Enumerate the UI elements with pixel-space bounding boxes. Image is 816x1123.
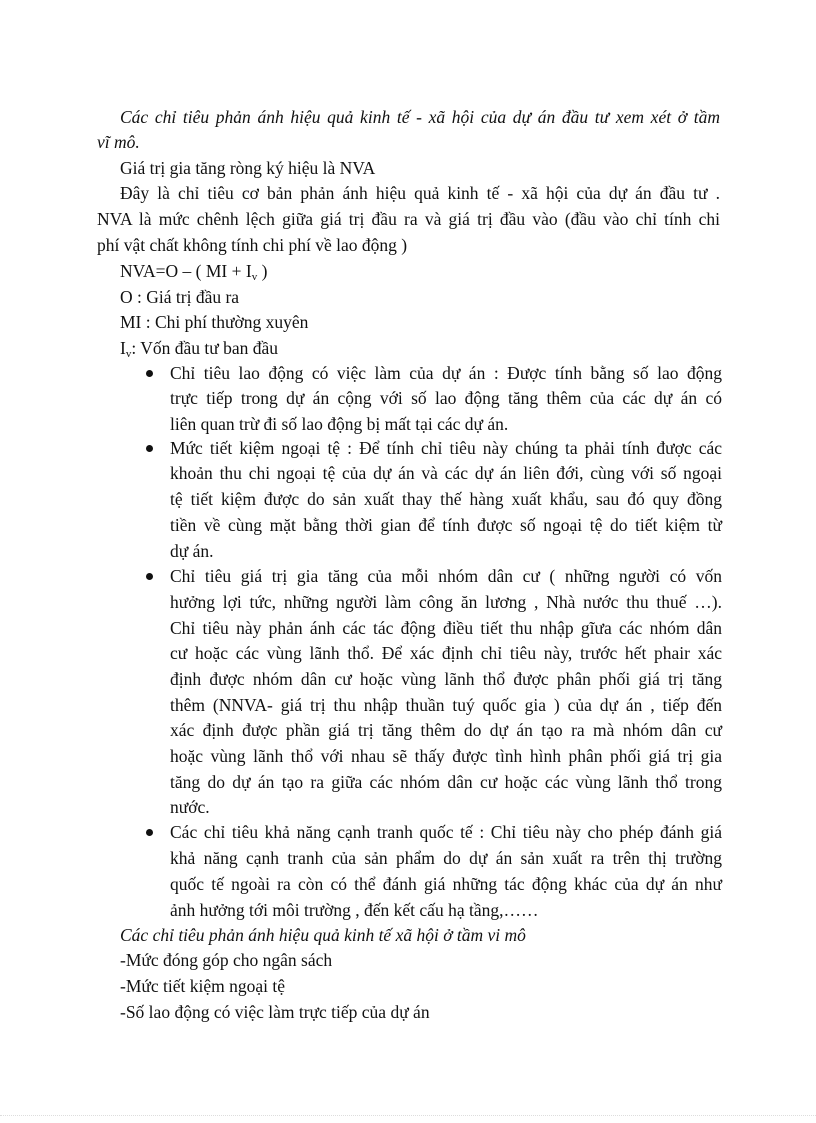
bullet-2-line-5: dự án.	[170, 541, 214, 561]
bullet-2-line-2: khoản thu chi ngoại tệ của dự án và các dự án liên đới, cùng với số ngoại	[170, 463, 722, 483]
micro-heading: Các chỉ tiêu phản ánh hiệu quả kinh tế xã hội ở tầm vi mô	[120, 925, 526, 945]
definition-mi: MI : Chi phí thường xuyên	[120, 312, 309, 332]
bullet-3-line-9: tăng do dự án tạo ra giữa các nhóm dân cư hoặc các vùng lãnh thổ trong	[170, 772, 722, 792]
bullet-4-line-2: khả năng cạnh tranh của sản phẩm do dự án sản xuất ra trên thị trường	[170, 848, 722, 868]
nva-paragraph-line-2: NVA là mức chênh lệch giữa giá trị đầu ra và giá trị đầu vào (đầu vào chỉ tính chi	[97, 209, 720, 229]
iv-rest: : Vốn đầu tư ban đầu	[131, 338, 279, 358]
bullet-marker	[146, 445, 153, 452]
iv-sub: v	[125, 348, 132, 360]
bullet-4-line-3: quốc tế ngoài ra còn có thể đánh giá những tác động khác của dự án như	[170, 874, 722, 894]
bullet-3-line-5: định được nhóm dân cư hoặc vùng lãnh thổ được phân phối giá trị tăng	[170, 669, 722, 689]
nva-paragraph-line-3: phí vật chất không tính chi phí về lao động )	[97, 235, 408, 255]
nva-paragraph-line-1: Đây là chỉ tiêu cơ bản phản ánh hiệu quả kinh tế - xã hội của dự án đầu tư .	[120, 183, 720, 203]
bullet-3-line-3: Chỉ tiêu này phản ánh các tác động điều tiết thu nhập gĩưa các nhóm dân	[170, 618, 722, 638]
section-heading-line-2: vĩ mô.	[97, 132, 140, 152]
bullet-3-line-2: hưởng lợi tức, những người làm công ăn lương , Nhà nước thu thuế …).	[170, 592, 722, 612]
formula-sub: v	[251, 271, 258, 283]
definition-o: O : Giá trị đầu ra	[120, 287, 240, 307]
definition-iv	[120, 337, 278, 359]
nva-title: Giá trị gia tăng ròng ký hiệu là NVA	[120, 158, 376, 178]
iv-main: I	[120, 338, 126, 358]
bullet-marker	[146, 370, 153, 377]
nva-formula	[120, 260, 267, 282]
bullet-3-line-7: xác định được phần giá trị tăng thêm do dự án tạo ra mà nhóm dân cư	[170, 720, 722, 740]
bullet-1-line-1: Chỉ tiêu lao động có việc làm của dự án : Được tính bằng số lao động	[170, 363, 722, 383]
bullet-2-line-1: Mức tiết kiệm ngoại tệ : Để tính chỉ tiêu này chúng ta phải tính được các	[170, 438, 722, 458]
dash-item: -Mức tiết kiệm ngoại tệ	[120, 976, 285, 996]
bullet-2-line-4: tiền về cùng mặt bằng thời gian để tính được số ngoại tệ do tiết kiệm từ	[170, 515, 722, 535]
bullet-1-line-3: liên quan trừ đi số lao động bị mất tại các dự án.	[170, 414, 509, 434]
bullet-marker	[146, 829, 153, 836]
bullet-2-line-3: tệ tiết kiệm được do sản xuất thay thế hàng xuất khẩu, sau đó quy đồng	[170, 489, 722, 509]
formula-right: )	[257, 261, 268, 281]
dash-item: -Số lao động có việc làm trực tiếp của dự án	[120, 1002, 430, 1022]
bullet-4-line-1: Các chỉ tiêu khả năng cạnh tranh quốc tế : Chỉ tiêu này cho phép đánh giá	[170, 822, 722, 842]
bullet-1-line-2: trực tiếp trong dự án cộng với số lao động tăng thêm của các dự án có	[170, 388, 722, 408]
bullet-marker	[146, 573, 153, 580]
bullet-3-line-10: nước.	[170, 797, 210, 817]
dash-item: -Mức đóng góp cho ngân sách	[120, 950, 333, 970]
bullet-3-line-4: cư hoặc các vùng lãnh thổ. Để xác định chỉ tiêu này, trước hết phair xác	[170, 643, 722, 663]
bullet-3-line-8: hoặc vùng lãnh thổ với nhau sẽ thấy được tình hình phân phối giá trị gia	[170, 746, 722, 766]
formula-left: NVA=O – ( MI + I	[120, 261, 252, 281]
bullet-4-line-4: ảnh hưởng tới môi trường , đến kết cấu hạ tầng,……	[170, 900, 539, 920]
section-heading-line-1: Các chỉ tiêu phản ánh hiệu quả kinh tế - xã hội của dự án đầu tư xem xét ở tầm	[120, 107, 720, 127]
bullet-3-line-6: thêm (NNVA- giá trị thu nhập thuần tuý quốc gia ) của dự án , tiếp đến	[170, 695, 722, 715]
bullet-3-line-1: Chỉ tiêu giá trị gia tăng của mỗi nhóm dân cư ( những người có vốn	[170, 566, 722, 586]
page-bottom-divider	[0, 1115, 816, 1116]
